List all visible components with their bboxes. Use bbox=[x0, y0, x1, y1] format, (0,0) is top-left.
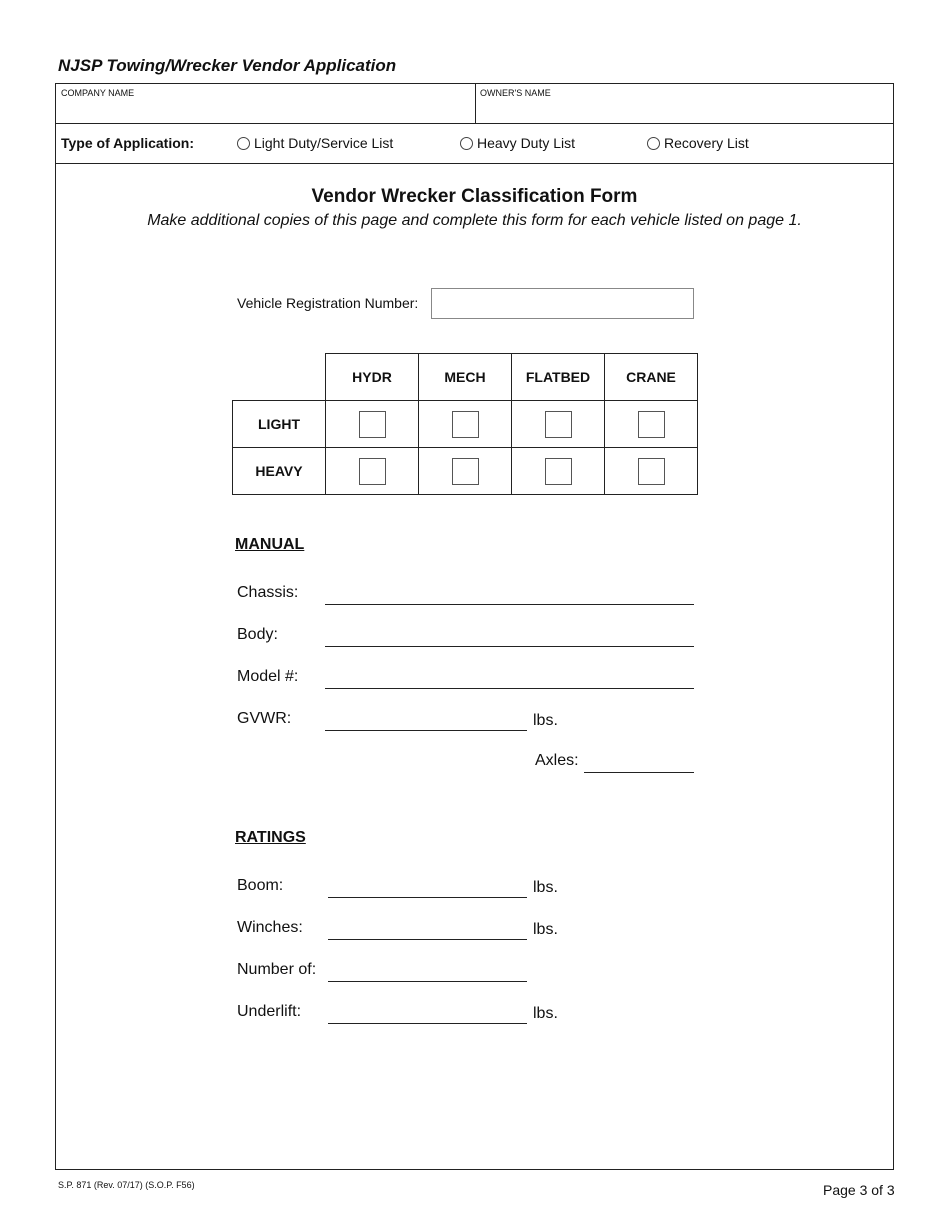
owner-name-label: OWNER'S NAME bbox=[480, 88, 551, 98]
checkbox-light-mech[interactable] bbox=[452, 411, 479, 438]
column-header-flatbed: FLATBED bbox=[512, 354, 605, 401]
checkbox-light-flatbed[interactable] bbox=[545, 411, 572, 438]
table-row bbox=[233, 401, 698, 448]
checkbox-heavy-crane[interactable] bbox=[638, 458, 665, 485]
table-corner bbox=[233, 354, 326, 401]
underlift-unit: lbs. bbox=[533, 1005, 558, 1022]
column-header-hydr: HYDR bbox=[326, 354, 419, 401]
column-header-crane: CRANE bbox=[605, 354, 698, 401]
cell-heavy-crane bbox=[605, 448, 698, 495]
row-header-light: LIGHT bbox=[233, 401, 326, 448]
winches-label: Winches: bbox=[237, 919, 303, 936]
body-label: Body: bbox=[237, 626, 278, 643]
checkbox-heavy-flatbed[interactable] bbox=[545, 458, 572, 485]
underlift-label: Underlift: bbox=[237, 1003, 302, 1020]
owner-name-input[interactable] bbox=[480, 101, 889, 123]
gvwr-unit: lbs. bbox=[533, 712, 558, 729]
cell-light-hydr bbox=[326, 401, 419, 448]
radio-heavy-duty[interactable] bbox=[460, 135, 575, 151]
winches-unit: lbs. bbox=[533, 921, 558, 938]
row-header-heavy: HEAVY bbox=[233, 448, 326, 495]
form-title: Vendor Wrecker Classification Form bbox=[311, 186, 638, 207]
winches-input[interactable] bbox=[328, 918, 527, 940]
cell-light-crane bbox=[605, 401, 698, 448]
radio-heavy-duty-label: Heavy Duty List bbox=[477, 135, 576, 151]
chassis-label: Chassis: bbox=[237, 584, 299, 601]
model-label: Model #: bbox=[237, 668, 299, 685]
boom-input[interactable] bbox=[328, 876, 527, 898]
ratings-heading: RATINGS bbox=[235, 829, 306, 846]
registration-label: Vehicle Registration Number: bbox=[237, 295, 419, 311]
checkbox-light-hydr[interactable] bbox=[359, 411, 386, 438]
header-divider bbox=[475, 83, 476, 124]
table-header-row bbox=[233, 354, 698, 401]
boom-label: Boom: bbox=[237, 877, 284, 894]
underlift-input[interactable] bbox=[328, 1002, 527, 1024]
manual-heading: MANUAL bbox=[235, 536, 305, 553]
form-code: S.P. 871 (Rev. 07/17) (S.O.P. F56) bbox=[58, 1180, 195, 1190]
classification-table bbox=[232, 353, 698, 495]
column-header-mech: MECH bbox=[419, 354, 512, 401]
form-subtitle: Make additional copies of this page and complete this form for each vehicle listed on page 1. bbox=[147, 212, 802, 229]
page-number: Page 3 of 3 bbox=[823, 1182, 895, 1198]
app-title: NJSP Towing/Wrecker Vendor Application bbox=[58, 56, 397, 75]
axles-input[interactable] bbox=[584, 751, 694, 773]
gvwr-label: GVWR: bbox=[237, 710, 292, 727]
cell-heavy-hydr bbox=[326, 448, 419, 495]
company-name-input[interactable] bbox=[61, 101, 470, 123]
chassis-input[interactable] bbox=[325, 583, 694, 605]
application-type-label: Type of Application: bbox=[61, 135, 194, 151]
radio-light-duty[interactable] bbox=[237, 135, 393, 151]
radio-light-duty-label: Light Duty/Service List bbox=[254, 135, 394, 151]
number-of-label: Number of: bbox=[237, 961, 317, 978]
cell-light-flatbed bbox=[512, 401, 605, 448]
checkbox-heavy-mech[interactable] bbox=[452, 458, 479, 485]
registration-input[interactable] bbox=[431, 288, 694, 319]
radio-recovery-label: Recovery List bbox=[664, 135, 749, 151]
body-input[interactable] bbox=[325, 625, 694, 647]
radio-circle-icon[interactable] bbox=[647, 137, 660, 150]
model-input[interactable] bbox=[325, 667, 694, 689]
company-name-label: COMPANY NAME bbox=[61, 88, 135, 98]
radio-recovery[interactable] bbox=[647, 135, 749, 151]
cell-light-mech bbox=[419, 401, 512, 448]
table-row bbox=[233, 448, 698, 495]
checkbox-light-crane[interactable] bbox=[638, 411, 665, 438]
checkbox-heavy-hydr[interactable] bbox=[359, 458, 386, 485]
radio-circle-icon[interactable] bbox=[237, 137, 250, 150]
cell-heavy-flatbed bbox=[512, 448, 605, 495]
boom-unit: lbs. bbox=[533, 879, 558, 896]
number-of-input[interactable] bbox=[328, 960, 527, 982]
gvwr-input[interactable] bbox=[325, 709, 527, 731]
cell-heavy-mech bbox=[419, 448, 512, 495]
radio-circle-icon[interactable] bbox=[460, 137, 473, 150]
axles-label: Axles: bbox=[535, 752, 579, 769]
